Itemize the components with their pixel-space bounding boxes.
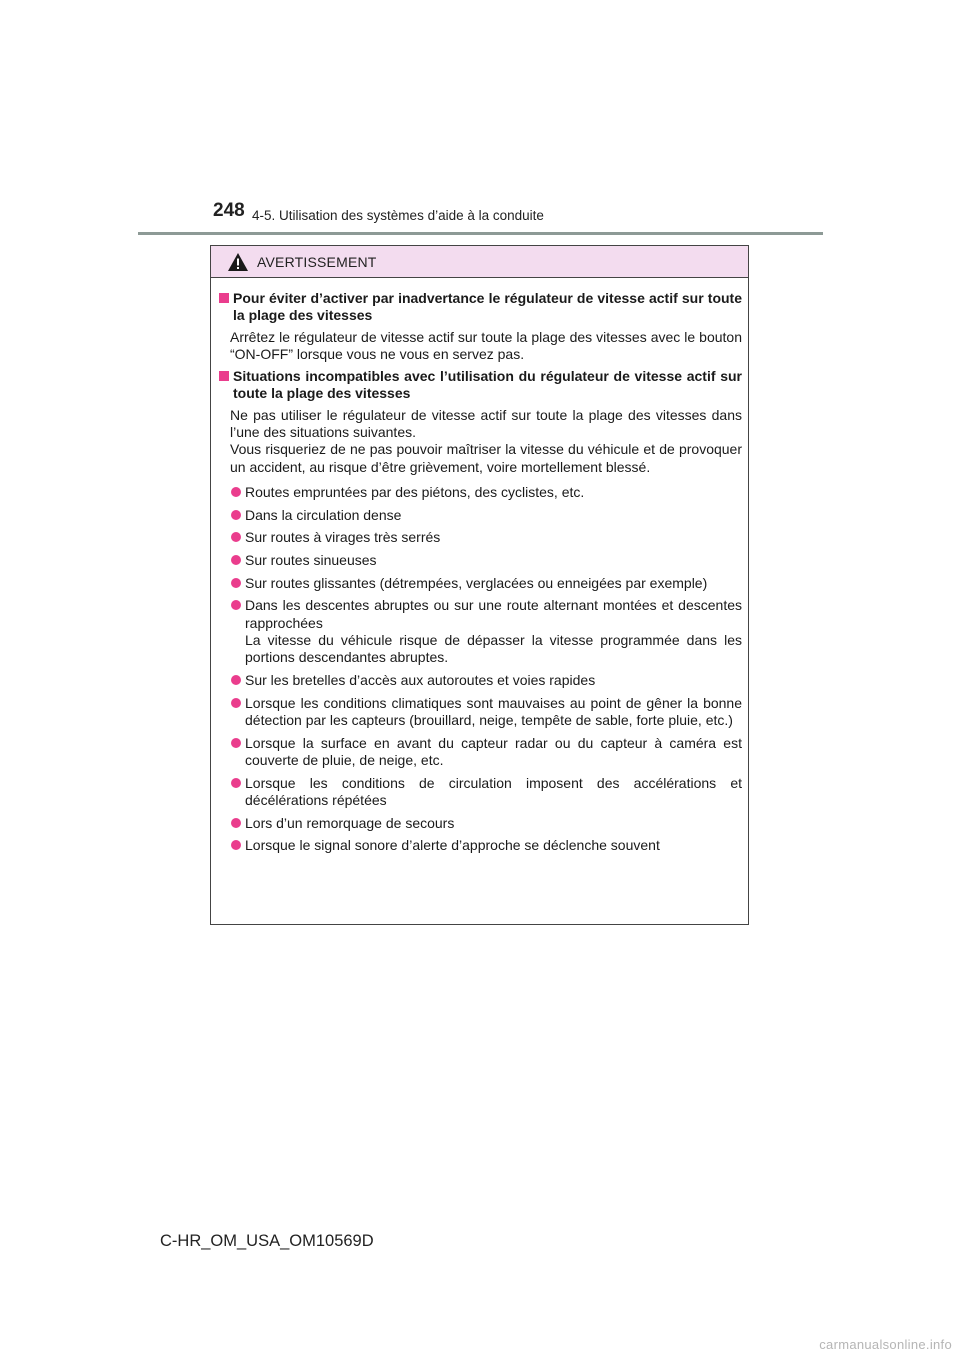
list-item-text: Dans la circulation dense — [245, 506, 402, 523]
round-bullet-icon — [231, 698, 241, 708]
list-item — [219, 529, 742, 546]
list-item-text: Sur routes glissantes (détrempées, verglacées ou enneigées par exemple) — [245, 574, 708, 591]
list-item — [219, 775, 742, 810]
section-heading — [219, 368, 742, 403]
list-item-text: Lorsque les conditions de circulation imposent des accélérations et décélérations répétées — [245, 774, 742, 808]
list-item — [219, 575, 742, 592]
situation-list — [219, 484, 742, 855]
document-code: C-HR_OM_USA_OM10569D — [160, 1232, 374, 1250]
list-item — [219, 815, 742, 832]
warning-body — [211, 278, 748, 855]
paragraph-text: Ne pas utiliser le régulateur de vitesse actif sur toute la plage des vitesses dans l’une des situations suivantes. — [230, 406, 742, 441]
round-bullet-icon — [231, 778, 241, 788]
round-bullet-icon — [231, 840, 241, 850]
round-bullet-icon — [231, 818, 241, 828]
list-item — [219, 507, 742, 524]
watermark: carmanualsonline.info — [819, 1337, 952, 1352]
section-paragraph — [219, 407, 742, 476]
list-item — [219, 695, 742, 730]
round-bullet-icon — [231, 555, 241, 565]
section-heading-text: Pour éviter d’activer par inadvertance le régulateur de vitesse actif sur toute la plage des vitesses — [233, 290, 742, 324]
round-bullet-icon — [231, 532, 241, 542]
section-title: 4-5. Utilisation des systèmes d’aide à la conduite — [252, 208, 544, 223]
list-item — [219, 597, 742, 666]
round-bullet-icon — [231, 675, 241, 685]
list-item-text: Routes empruntées par des piétons, des cyclistes, etc. — [245, 483, 585, 500]
header-divider — [138, 232, 823, 235]
round-bullet-icon — [231, 510, 241, 520]
warning-section — [219, 368, 742, 476]
round-bullet-icon — [231, 738, 241, 748]
list-item-text: Sur les bretelles d’accès aux autoroutes et voies rapides — [245, 671, 596, 688]
section-heading — [219, 290, 742, 325]
paragraph-text: Arrêtez le régulateur de vitesse actif sur toute la plage des vitesses avec le bouton “ON-OFF” lorsque vous ne vous en servez pas. — [230, 328, 742, 362]
round-bullet-icon — [231, 487, 241, 497]
section-heading-text: Situations incompatibles avec l’utilisation du régulateur de vitesse actif sur toute la plage des vitesses — [233, 368, 742, 402]
warning-header — [211, 246, 748, 278]
list-item — [219, 837, 742, 854]
list-item-extra: La vitesse du véhicule risque de dépasser la vitesse programmée dans les portions descendantes abruptes. — [245, 632, 742, 666]
list-item — [219, 552, 742, 569]
list-item-text: Lorsque le signal sonore d’alerte d’approche se déclenche souvent — [245, 837, 660, 854]
paragraph-text: Vous risqueriez de ne pas pouvoir maîtriser la vitesse du véhicule et de provoquer un accident, au risque d’être grièvement, voire mortellement blessé. — [230, 441, 742, 475]
square-bullet-icon — [219, 293, 229, 303]
warning-box — [210, 245, 749, 925]
list-item-content — [245, 597, 742, 666]
list-item-text: Lors d’un remorquage de secours — [245, 814, 455, 831]
list-item-text: Sur routes à virages très serrés — [245, 529, 441, 546]
list-item — [219, 672, 742, 689]
page-number: 248 — [213, 200, 245, 221]
round-bullet-icon — [231, 578, 241, 588]
list-item-text: Dans les descentes abruptes ou sur une route alternant montées et descentes rapprochées — [245, 597, 742, 631]
section-paragraph — [219, 329, 742, 364]
square-bullet-icon — [219, 371, 229, 381]
round-bullet-icon — [231, 600, 241, 610]
list-item-text: Lorsque les conditions climatiques sont mauvaises au point de gêner la bonne détection par les capteurs (brouillard, neige, tempête de sable, forte pluie, etc.) — [245, 694, 742, 728]
list-item — [219, 484, 742, 501]
warning-title: AVERTISSEMENT — [257, 253, 377, 270]
warning-triangle-icon — [227, 252, 249, 272]
list-item-text: Lorsque la surface en avant du capteur radar ou du capteur à caméra est couverte de pluie, de neige, etc. — [245, 734, 742, 768]
warning-section — [219, 290, 742, 363]
list-item-text: Sur routes sinueuses — [245, 552, 377, 569]
list-item — [219, 735, 742, 770]
